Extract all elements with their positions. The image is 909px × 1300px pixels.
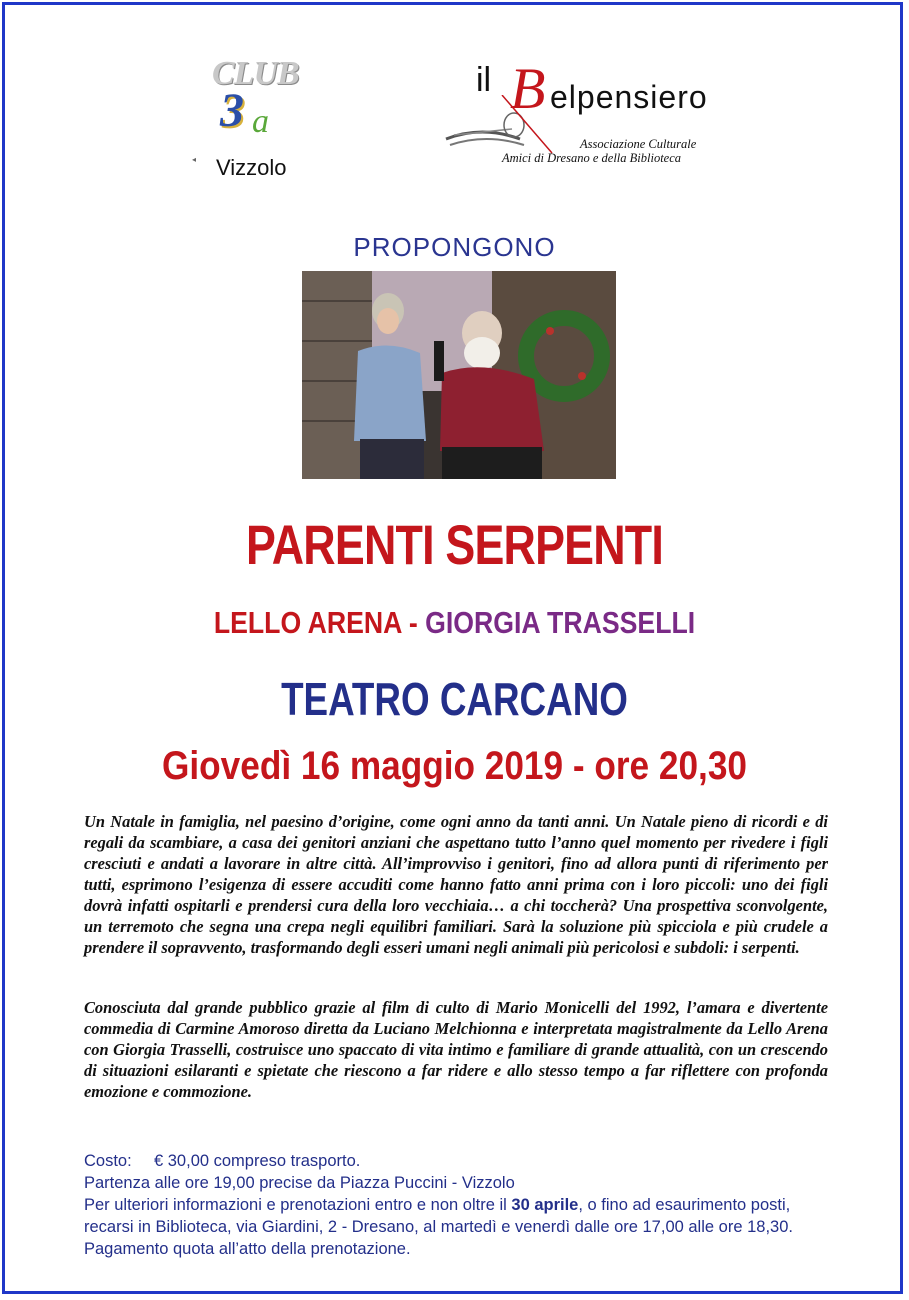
actor-giorgia-trasselli: GIORGIA TRASSELLI [425, 605, 696, 640]
club-logo-number: 3 [220, 84, 244, 137]
show-photo [302, 271, 616, 479]
show-date: Giovedì 16 maggio 2019 - ore 20,30 [162, 744, 747, 788]
actor-lello-arena: LELLO ARENA - [213, 605, 426, 640]
cost-value: € 30,00 compreso trasporto. [154, 1152, 361, 1170]
belpensiero-subtitle-1: Associazione Culturale [580, 137, 697, 151]
header-propongono: PROPONGONO [353, 232, 556, 262]
booking-text-pre: Per ulteriori informazioni e prenotazioni entro e non oltre il [84, 1196, 512, 1214]
description-paragraph-1: Un Natale in famiglia, nel paesino d’origine, come ogni anno da tanti anni. Un Natale pieno di ricordi e di regali da scambiare, a casa dei genitori anziani che aspettano tutto l’anno quel momento per rivedere i figli cresciuti e andati a lavorare in altre città. All’improvviso i genitori, fino ad allora punti di riferimento per tutti, esprimono l’esigenza di essere accuditi come hanno fatto anni prima con i loro piccoli: uno dei figli dovrà infatti ospitarli e prendersi cura della loro vecchiaia… a chi toccherà? Una prospettiva sconvolgente, un terremoto che segna una crepa negli equilibri familiari. Sarà la soluzione più spicciola e più crudele a prendere il sopravvento, trasformando degli esseri umani negli animali più pericolosi e subdoli: i serpenti. [84, 812, 828, 957]
show-title: PARENTI SERPENTI [246, 513, 663, 576]
booking-paragraph [84, 1194, 834, 1260]
club-logo-letter: a [252, 103, 269, 140]
club-logo-word: CLUB [212, 55, 299, 92]
club-logo-mark: ◂ [192, 155, 197, 164]
theatre-name: TEATRO CARCANO [281, 673, 628, 725]
cost-line [84, 1150, 834, 1172]
practical-info [84, 1150, 834, 1260]
departure-line: Partenza alle ore 19,00 precise da Piazza Puccini - Vizzolo [84, 1174, 515, 1192]
belpensiero-logo [440, 55, 730, 170]
club-logo-town: Vizzolo [216, 155, 287, 180]
booking-text-post: , o fino ad esaurimento posti, recarsi in Biblioteca, via Giardini, 2 - Dresano, al martedì e venerdì dalle ore 17,00 alle ore 18,30. Pagamento quota all’atto della prenotazione. [84, 1196, 793, 1258]
show-photo-illustration [302, 271, 616, 479]
belpensiero-subtitle-2: Amici di Dresano e della Biblioteca [502, 151, 682, 165]
belpensiero-word: elpensiero [550, 79, 708, 115]
belpensiero-initial: B [510, 56, 546, 121]
description-paragraph-2: Conosciuta dal grande pubblico grazie al film di culto di Mario Monicelli del 1992, l’amara e divertente commedia di Carmine Amoroso diretta da Luciano Melchionna e interpretata magistralmente da Lello Arena con Giorgia Trasselli, costruisce uno spaccato di vita intimo e familiare di grande attualità, con un crescendo di situazioni esilaranti e spietate che riescono a far ridere e allo stesso tempo a far riflettere con profonda emozione e commozione. [84, 998, 828, 1101]
booking-deadline: 30 aprile [511, 1196, 579, 1214]
actors-line [64, 605, 846, 641]
cost-label: Costo: [84, 1152, 132, 1170]
belpensiero-article: il [476, 61, 492, 99]
club-3a-logo [192, 55, 310, 185]
